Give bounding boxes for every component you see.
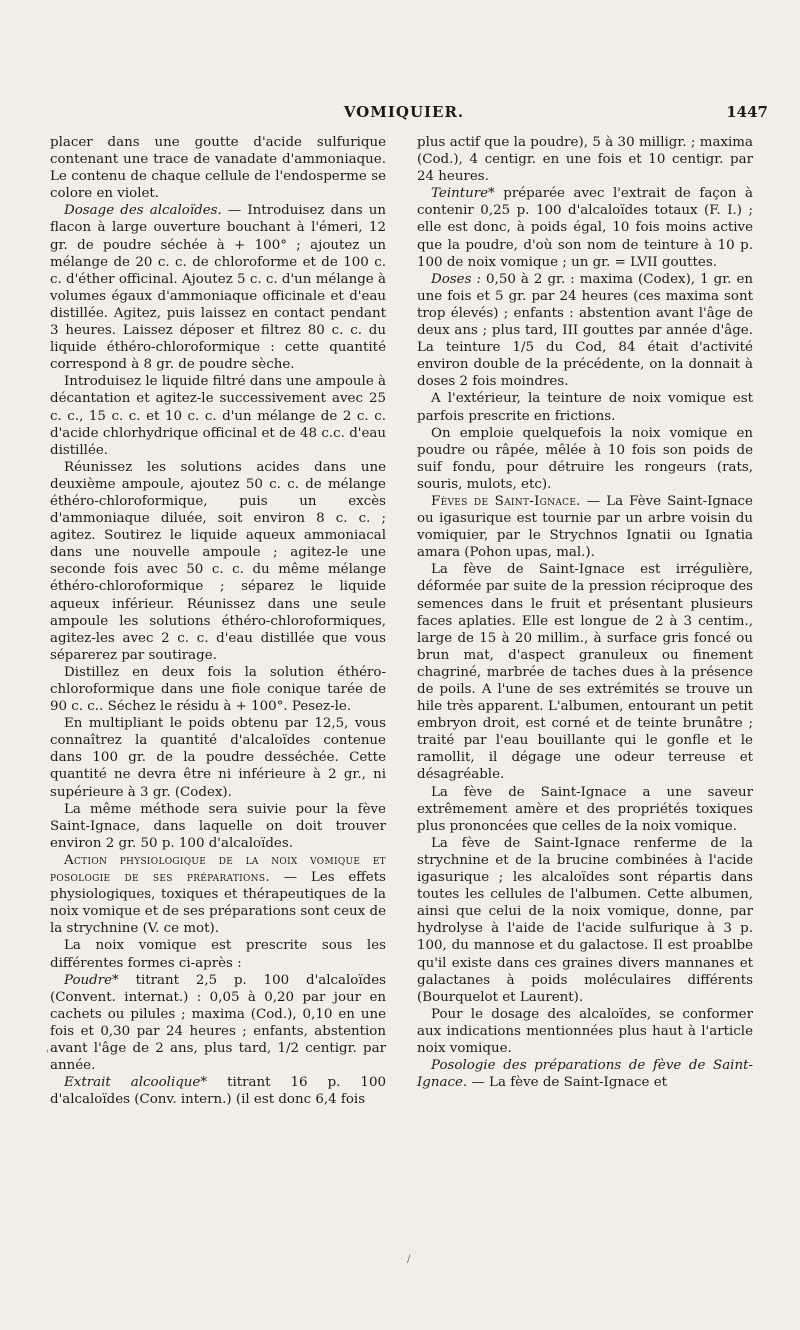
paragraph-text: La même méthode sera suivie pour la fève Saint-Ignace, dans laquelle on doit trouver environ 2 gr. 50 p. 100 d'alcaloïdes. (50, 801, 386, 851)
paragraph-text: Pour le dosage des alcaloïdes, se conformer aux indications mentionnées plus haut à l'article noix vomique. (417, 1006, 753, 1056)
paragraph-text: La fève de Saint-Ignace a une saveur extrêmement amère et des propriétés toxiques plus prononcées que celles de la noix vomique. (417, 784, 753, 834)
paragraph-text: Réunissez les solutions acides dans une deuxième ampoule, ajoutez 50 c. c. de mélange éthéro-chloroformique, puis un excès d'ammoniaque diluée, soit environ 8 c. c. ; agitez. Soutirez le liquide aqueux ammoniacal dans une nouvelle ampoule ; agitez-le une seconde fois avec 50 c. c. du même mélange éthéro-chloroformique ; séparez le liquide aqueux inférieur. Réunissez dans une seule ampoule les solutions éthéro-chloroformiques, agitez-les avec 2 c. c. d'eau distillée que vous séparerez par soutirage. (50, 459, 386, 663)
right-column (417, 134, 753, 1091)
paragraph-text: En multipliant le poids obtenu par 12,5, vous connaîtrez la quantité d'alcaloïdes contenue dans 100 gr. de la poudre desséchée. Cette quantité ne devra être ni inférieure à 2 gr., ni supérieure à 3 gr. (Codex). (50, 716, 386, 800)
margin-tick: / (407, 1254, 411, 1265)
paragraph (50, 937, 386, 971)
paragraph-text: La noix vomique est prescrite sous les différentes formes ci-après : (50, 938, 386, 971)
paragraph-text: Distillez en deux fois la solution éthéro-chloroformique dans une fiole conique tarée de 90 c. c.. Séchez le résidu à + 100°. Pesez-le. (50, 664, 386, 715)
paragraph-text: — La fève de Saint-Ignace et (467, 1075, 667, 1091)
paragraph-lead: Extrait alcoolique* (64, 1075, 208, 1091)
paragraph-text: Introduisez le liquide filtré dans une ampoule à décantation et agitez-le successivement avec 25 c. c., 15 c. c. et 10 c. c. d'un mélange de 2 c. c. d'acide chlorhydrique officinal et de 48 c.c. d'eau distillée. (50, 374, 386, 458)
paragraph (50, 715, 386, 800)
page-title: VOMIQUIER. (343, 103, 465, 121)
paragraph (417, 1057, 753, 1091)
paragraph-lead: Posologie des préparations de fève de Saint-Ignace. (417, 1058, 753, 1091)
paragraph (50, 664, 386, 715)
paragraph-text: titrant 2,5 p. 100 d'alcaloïdes (Convent. internat.) : 0,05 à 0,20 par jour en cachets ou pilules ; maxima (Cod.), 0,10 en une fois et 0,30 par 24 heures ; enfants, abstention avant l'âge de 2 ans, plus tard, 1/2 centigr. par année. (50, 972, 386, 1074)
paragraph-text: A l'extérieur, la teinture de noix vomique est parfois prescrite en frictions. (417, 391, 753, 424)
margin-tick: ' (46, 1049, 49, 1060)
paragraph (50, 202, 386, 373)
left-column (50, 134, 386, 1108)
paragraph-text: placer dans une goutte d'acide sulfurique contenant une trace de vanadate d'ammoniaque. Le contenu de chaque cellule de l'endosperme se colore en violet. (50, 135, 386, 202)
paragraph-text: plus actif que la poudre), 5 à 30 milligr. ; maxima (Cod.), 4 centigr. en une fois et 10 centigr. par 24 heures. (417, 135, 753, 185)
paragraph (417, 835, 753, 1006)
paragraph (50, 134, 386, 202)
paragraph-text: La fève de Saint-Ignace est irrégulière, déformée par suite de la pression réciproque des semences dans le fruit et présentant plusieurs faces aplaties. Elle est longue de 2 à 3 centim., large de 15 à 20 millim., à surface gris foncé ou brun mat, d'aspect granuleux ou finement chagriné, marbrée de taches dues à la présence de poils. A l'une de ses extrémités se trouve un hile très apparent. L'albumen, entourant un petit embryon droit, est corné et de teinte brunâtre ; traité par l'eau bouillante qui le gonfle et le ramollit, il dégage une odeur terreuse et désagréable. (417, 562, 753, 783)
paragraph (417, 390, 753, 424)
paragraph-text: — La Fève Saint-Ignace ou igasurique est tournie par un arbre voisin du vomiquier, par le Strychnos Ignatii ou Ignatia amara (Pohon upas, mal.). (417, 493, 753, 561)
paragraph-lead: Poudre* (64, 972, 119, 988)
paragraph-text: préparée avec l'extrait de façon à contenir 0,25 p. 100 d'alcaloïdes totaux (F. I.) ; elle est donc, à poids égal, 10 fois moins active que la poudre, d'où son nom de teinture à 10 p. 100 de noix vomique ; un gr. = LVII gouttes. (417, 186, 753, 270)
section-heading-paragraph (50, 852, 386, 937)
paragraph-lead: Doses : (431, 271, 482, 287)
paragraph-lead: Dosage des alcaloïdes. (64, 203, 222, 219)
paragraph-text: — Les effets physiologiques, toxiques et thérapeutiques de la noix vomique et de ses préparations sont ceux de la strychnine (V. ce mot). (50, 870, 386, 937)
paragraph-lead: Teinture* (431, 186, 495, 202)
paragraph (417, 134, 753, 185)
paragraph (417, 185, 753, 270)
paragraph (50, 801, 386, 852)
section-heading: Action physiologique de la noix vomique et posologie de ses préparations. (50, 852, 386, 886)
paragraph-text: 0,50 à 2 gr. : maxima (Codex), 1 gr. en une fois et 5 gr. par 24 heures (ces maxima sont trop élevés) ; enfants : abstention avant l'âge de deux ans ; plus tard, III gouttes par année d'âge. La teinture 1/5 du Cod, 84 était d'activité environ double de la précédente, on la donnait à doses 2 fois moindres. (417, 271, 754, 390)
paragraph (50, 972, 386, 1075)
section-heading-paragraph (417, 493, 753, 561)
paragraph (417, 561, 753, 783)
paragraph-text: La fève de Saint-Ignace renferme de la strychnine et de la brucine combinées à l'acide igasurique ; les alcaloïdes sont répartis dans toutes les cellules de l'albumen. Cette albumen, ainsi que celui de la noix vomique, donne, par hydrolyse à l'aide de l'acide sulfurique à 3 p. 100, du mannose et du galactose. Il est proablbe qu'il existe dans ces graines divers mannanes et galactanes à poids moléculaires différents (Bourquelot et Laurent). (417, 835, 753, 1005)
paragraph (50, 1074, 386, 1108)
paragraph (417, 1006, 753, 1057)
paragraph-text: titrant 16 p. 100 d'alcaloïdes (Conv. intern.) (il est donc 6,4 fois (50, 1075, 386, 1108)
paragraph (417, 425, 753, 493)
paragraph-text: On emploie quelquefois la noix vomique en poudre ou râpée, mêlée à 10 fois son poids de suif fondu, pour détruire les rongeurs (rats, souris, mulots, etc). (417, 425, 753, 492)
section-heading: Fèves de Saint-Ignace. (431, 493, 581, 509)
paragraph (417, 784, 753, 835)
paragraph (417, 271, 753, 391)
paragraph-text: — Introduisez dans un flacon à large ouverture bouchant à l'émeri, 12 gr. de poudre séchée à + 100° ; ajoutez un mélange de 20 c. c. de chloroforme et de 100 c. c. d'éther officinal. Ajoutez 5 c. c. d'un mélange à volumes égaux d'ammoniaque officinale et d'eau distillée. Agitez, puis laissez en contact pendant 3 heures. Laissez déposer et filtrez 80 c. c. du liquide éthéro-chloroformique : cette quantité correspond à 8 gr. de poudre sèche. (50, 203, 386, 373)
running-head (40, 103, 768, 123)
paragraph (50, 459, 386, 664)
page-number: 1447 (726, 103, 768, 121)
paragraph (50, 373, 386, 458)
